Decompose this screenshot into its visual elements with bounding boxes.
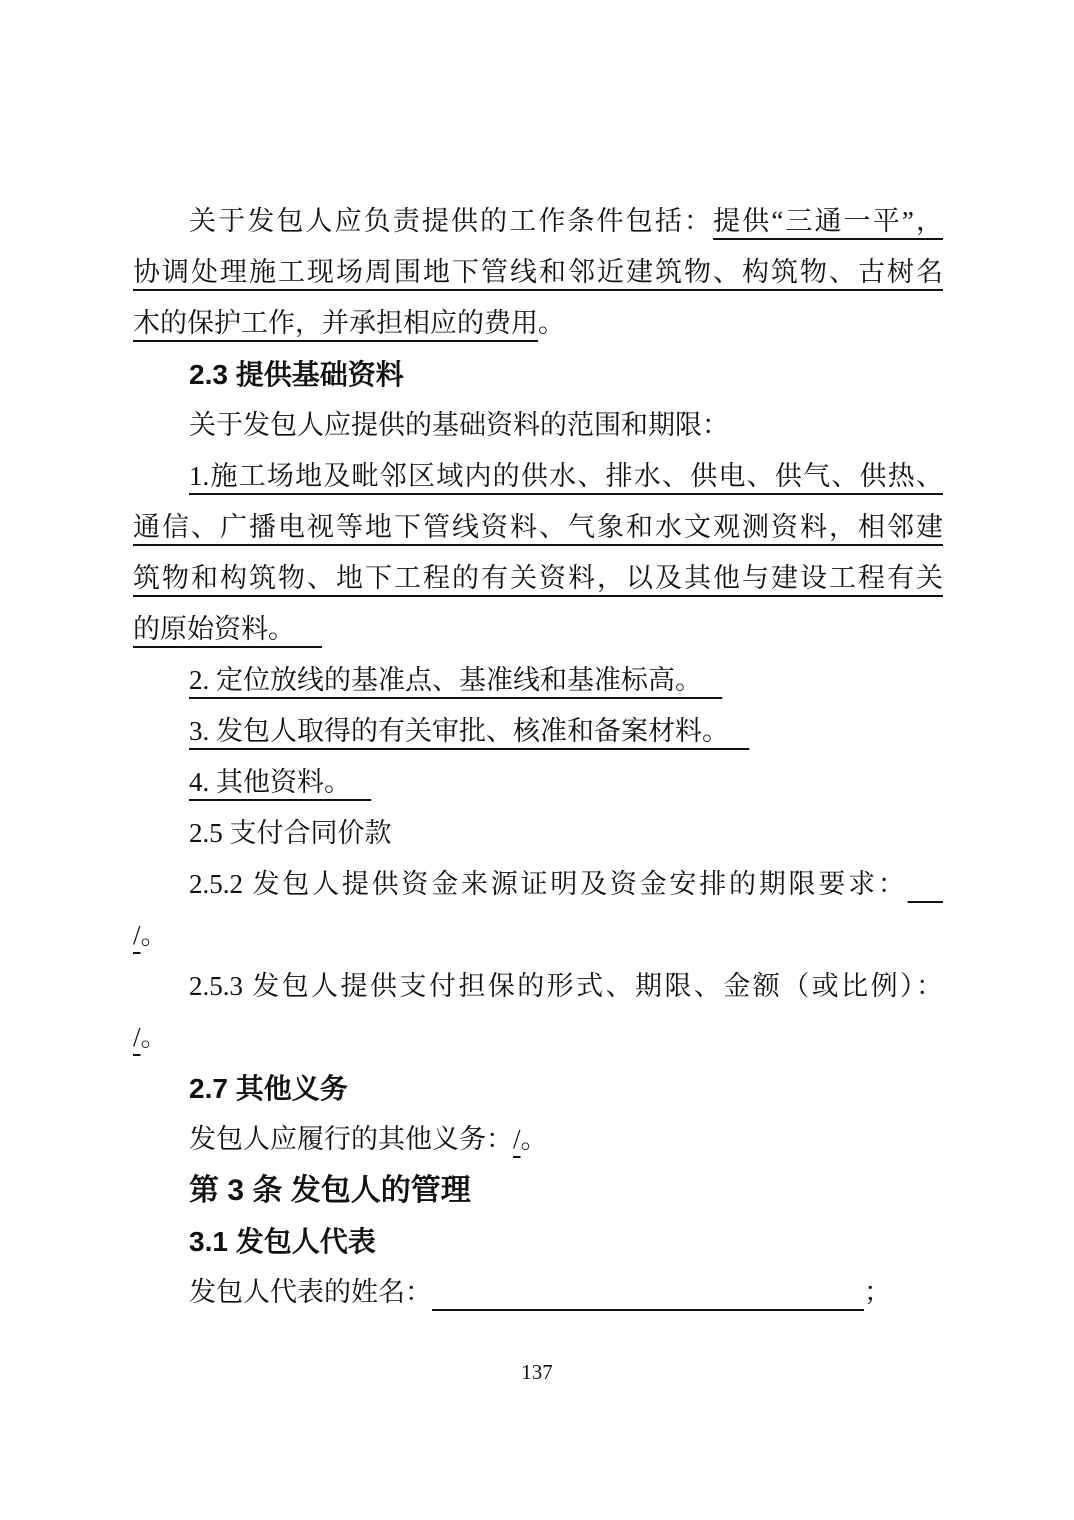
heading-2-3	[133, 349, 943, 400]
item-1-line-4	[133, 604, 943, 655]
page-number: 137	[521, 1360, 553, 1384]
underlined-run: 1.施工场地及毗邻区域内的供水、排水、供电、供气、供热、	[189, 461, 943, 491]
text-run: 发包人代表的姓名：	[189, 1277, 432, 1307]
heading-article-3	[133, 1165, 943, 1216]
text-run: ；	[864, 1277, 891, 1307]
document-body	[133, 196, 943, 1318]
clause-2-5-2-answer	[133, 910, 943, 961]
underlined-run: /	[133, 1022, 141, 1052]
text-run: 2.7 其他义务	[189, 1073, 348, 1104]
fill-in-blank	[729, 716, 749, 746]
fill-in-blank	[908, 869, 943, 899]
underlined-run: 3. 发包人取得的有关审批、核准和备案材料。	[189, 716, 729, 746]
para-work-conditions-line-1	[133, 196, 943, 247]
text-run: 。	[140, 920, 168, 950]
para-work-conditions-line-2	[133, 247, 943, 298]
underlined-run: 2. 定位放线的基准点、基准线和基准标高。	[189, 665, 702, 695]
para-basic-data-intro	[133, 400, 943, 451]
underlined-run: 木的保护工作，并承担相应的费用	[133, 308, 538, 338]
text-run: 3.1 发包人代表	[189, 1226, 376, 1257]
para-work-conditions-line-3	[133, 298, 943, 349]
text-run: 。	[520, 1124, 548, 1154]
text-run: 2.5.3 发包人提供支付担保的形式、期限、金额（或比例）：	[189, 971, 943, 1001]
text-run: 关于发包人应负责提供的工作条件包括：	[189, 206, 714, 236]
text-run: 发包人应履行的其他义务：	[189, 1124, 513, 1154]
fill-in-blank	[702, 665, 722, 695]
heading-2-7	[133, 1063, 943, 1114]
underlined-run: 协调处理施工现场周围地下管线和邻近建筑物、构筑物、古树名	[133, 257, 943, 287]
fill-in-blank	[432, 1277, 864, 1307]
text-run: 。	[538, 308, 565, 338]
text-run: 第 3 条 发包人的管理	[189, 1174, 471, 1207]
text-run: 2.5.2 发包人提供资金来源证明及资金安排的期限要求：	[189, 869, 908, 899]
underlined-run: /	[133, 920, 141, 950]
clause-2-5-3	[133, 961, 943, 1012]
underlined-run: 通信、广播电视等地下管线资料、气象和水文观测资料，相邻建	[133, 512, 943, 542]
underlined-run: /	[513, 1124, 521, 1154]
clause-2-5-2	[133, 859, 943, 910]
clause-2-5-3-answer	[133, 1012, 943, 1063]
underlined-run: 筑物和构筑物、地下工程的有关资料，以及其他与建设工程有关	[133, 563, 943, 593]
item-1-line-1	[133, 451, 943, 502]
text-run: 2.3 提供基础资料	[189, 359, 404, 390]
text-run: 。	[140, 1022, 168, 1052]
fill-in-blank	[295, 614, 322, 644]
item-1-line-2	[133, 502, 943, 553]
fill-in-blank	[351, 767, 371, 797]
item-2	[133, 655, 943, 706]
underlined-run: 提供“三通一平”，	[713, 206, 944, 236]
item-1-line-3	[133, 553, 943, 604]
heading-2-5	[133, 808, 943, 859]
item-3	[133, 706, 943, 757]
item-4	[133, 757, 943, 808]
heading-3-1	[133, 1216, 943, 1267]
underlined-run: 的原始资料。	[133, 614, 295, 644]
underlined-run: 4. 其他资料。	[189, 767, 351, 797]
text-run: 2.5 支付合同价款	[189, 818, 392, 848]
text-run: 关于发包人应提供的基础资料的范围和期限：	[189, 410, 729, 440]
para-other-obligations	[133, 1114, 943, 1165]
para-representative-name	[133, 1267, 943, 1318]
